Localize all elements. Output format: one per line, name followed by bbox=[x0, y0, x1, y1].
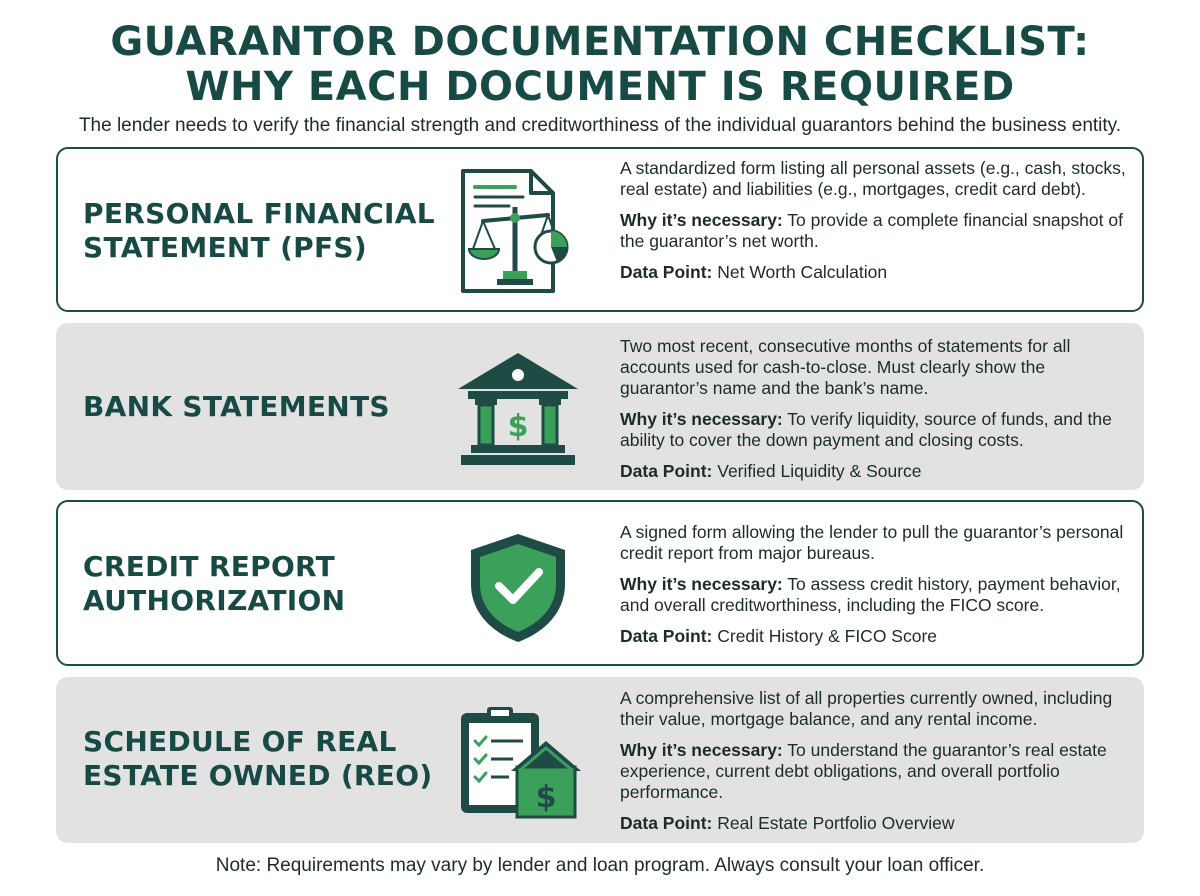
section-title bbox=[83, 197, 443, 265]
section-description: A signed form allowing the lender to pull the guarantor’s personal credit report from major bureaus. bbox=[620, 522, 1124, 563]
section-schedule-of-real-estate-owned bbox=[56, 677, 1144, 843]
section-data-point bbox=[620, 461, 1130, 482]
data-point-value: Net Worth Calculation bbox=[712, 262, 888, 282]
data-point-value: Verified Liquidity & Source bbox=[712, 461, 922, 481]
svg-text:$: $ bbox=[507, 409, 529, 444]
section-title-line-1: SCHEDULE OF REAL bbox=[83, 725, 397, 758]
data-point-label: Data Point: bbox=[620, 626, 713, 646]
section-details bbox=[620, 522, 1130, 647]
section-data-point bbox=[620, 813, 1130, 834]
section-description: A standardized form listing all personal assets (e.g., cash, stocks, real estate) and liabilities (e.g., mortgages, credit card debt). bbox=[620, 158, 1126, 199]
section-why-necessary bbox=[620, 409, 1130, 451]
section-title bbox=[83, 550, 443, 618]
section-personal-financial-statement bbox=[56, 147, 1144, 312]
svg-text:$: $ bbox=[535, 780, 557, 815]
section-details bbox=[620, 688, 1130, 834]
data-point-value: Real Estate Portfolio Overview bbox=[712, 813, 955, 833]
page-title-line-2: WHY EACH DOCUMENT IS REQUIRED bbox=[185, 64, 1015, 110]
section-title-line-2: STATEMENT (PFS) bbox=[83, 231, 367, 264]
why-text: To verify liquidity, source of funds, and the ability to cover the down payment and closing costs. bbox=[620, 409, 1112, 450]
bank-icon bbox=[453, 347, 583, 469]
section-data-point bbox=[620, 262, 1130, 283]
page-subtitle: The lender needs to verify the financial strength and creditworthiness of the individual guarantors behind the business entity. bbox=[78, 115, 1122, 136]
data-point-label: Data Point: bbox=[620, 461, 713, 481]
data-point-label: Data Point: bbox=[620, 262, 713, 282]
section-credit-report-authorization bbox=[56, 500, 1144, 666]
section-title-line-2: ESTATE OWNED (REO) bbox=[83, 759, 433, 792]
section-title-line-1: CREDIT REPORT bbox=[83, 550, 336, 583]
section-title-line-1: BANK STATEMENTS bbox=[83, 390, 390, 423]
section-details bbox=[620, 336, 1130, 482]
section-title-line-1: PERSONAL FINANCIAL bbox=[83, 197, 435, 230]
section-description: Two most recent, consecutive months of statements for all accounts used for cash-to-close. Must clearly show the guarantor’s name and the bank’s name. bbox=[620, 336, 1071, 398]
financial-statement-icon bbox=[453, 163, 583, 295]
clipboard-house-icon bbox=[453, 701, 583, 821]
section-title bbox=[83, 725, 443, 793]
section-description: A comprehensive list of all properties currently owned, including their value, mortgage balance, and any rental income. bbox=[620, 688, 1113, 729]
why-label: Why it’s necessary: bbox=[620, 574, 783, 594]
why-text: To understand the guarantor’s real estate experience, current debt obligations, and overall portfolio performance. bbox=[620, 740, 1107, 802]
shield-check-icon bbox=[453, 532, 583, 644]
footer-note: Note: Requirements may vary by lender and loan program. Always consult your loan officer. bbox=[215, 855, 985, 876]
why-label: Why it’s necessary: bbox=[620, 740, 783, 760]
section-details bbox=[620, 158, 1130, 283]
section-title bbox=[83, 390, 443, 424]
why-label: Why it’s necessary: bbox=[620, 409, 783, 429]
data-point-value: Credit History & FICO Score bbox=[712, 626, 938, 646]
section-why-necessary bbox=[620, 574, 1130, 616]
section-data-point bbox=[620, 626, 1130, 647]
section-why-necessary bbox=[620, 210, 1130, 252]
section-why-necessary bbox=[620, 740, 1130, 803]
page-title-line-1: GUARANTOR DOCUMENTATION CHECKLIST: bbox=[110, 19, 1090, 65]
page-title bbox=[0, 20, 1200, 110]
data-point-label: Data Point: bbox=[620, 813, 713, 833]
section-title-line-2: AUTHORIZATION bbox=[83, 584, 346, 617]
why-text: To provide a complete financial snapshot of the guarantor’s net worth. bbox=[620, 210, 1123, 251]
why-text: To assess credit history, payment behavior, and overall creditworthiness, including the FICO score. bbox=[620, 574, 1121, 615]
why-label: Why it’s necessary: bbox=[620, 210, 783, 230]
section-bank-statements bbox=[56, 323, 1144, 490]
